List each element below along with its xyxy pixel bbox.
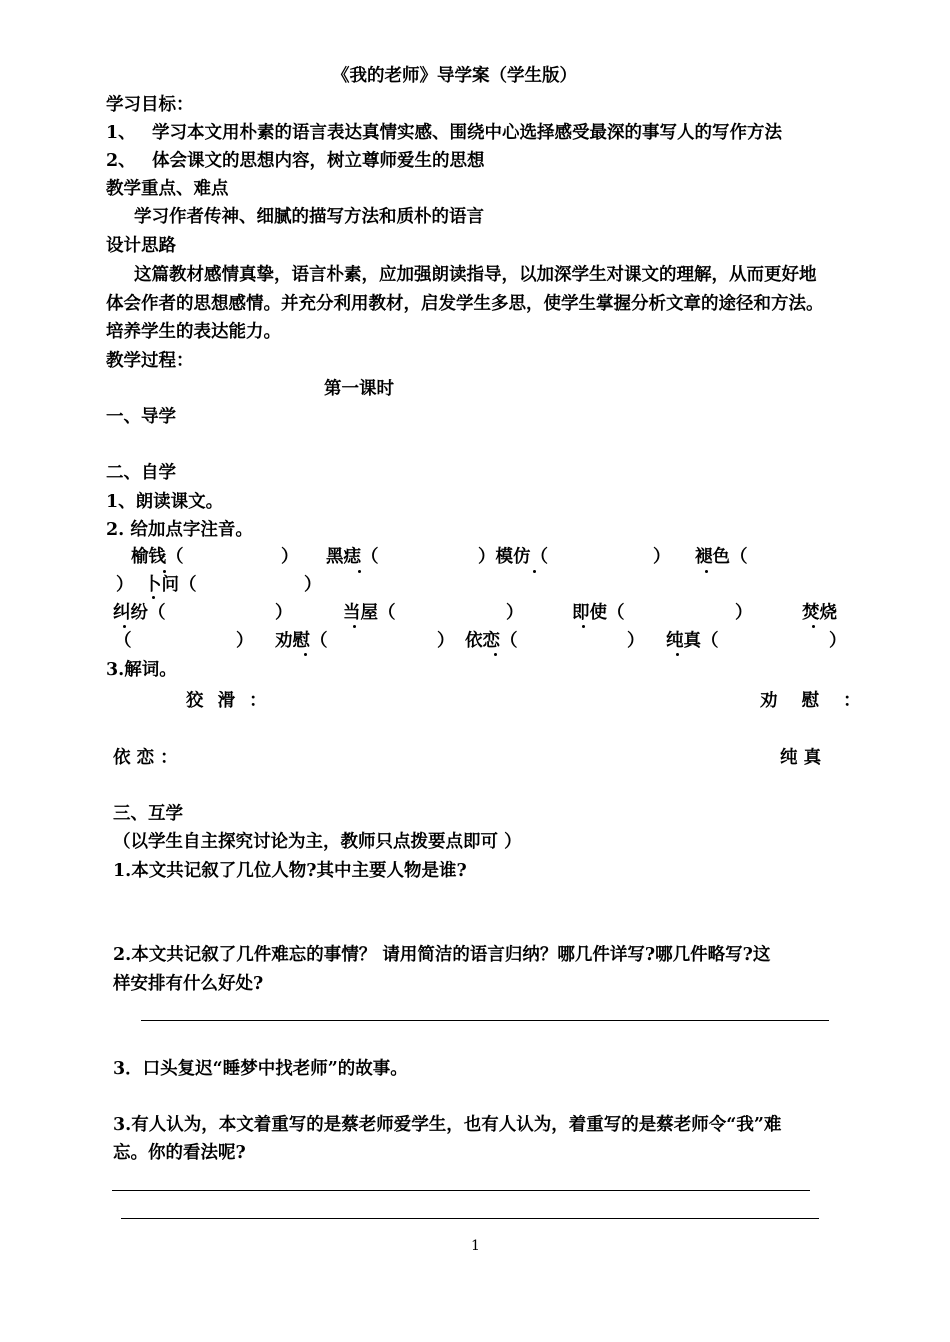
goal-2-number: 2、	[106, 151, 136, 171]
word-jishi: 即使（	[572, 603, 625, 623]
emphasis-dot	[304, 653, 307, 656]
word-yuqian: 榆钱（	[131, 547, 184, 567]
section-3-note: （以学生自主探究讨论为主，教师只点拨要点即可 ）	[113, 832, 522, 852]
paren-open: （	[114, 631, 132, 651]
read-aloud-task: 1、朗读课文。	[106, 492, 224, 512]
goal-2-text: 体会课文的思想内容，树立尊师爱生的思想	[152, 151, 485, 171]
process-heading: 教学过程：	[106, 351, 194, 371]
emphasis-dot	[152, 596, 155, 599]
paren-close: ）	[437, 631, 455, 651]
word-mofang: ）模仿（	[478, 547, 548, 567]
word-chunzhen: 纯真（	[666, 631, 719, 651]
section-1-heading: 一、导学	[106, 407, 176, 427]
answer-line	[112, 1190, 810, 1191]
word-yilian: 依恋（	[465, 631, 518, 651]
question-retell: 3．口头复迟“睡梦中找老师”的故事。	[113, 1059, 408, 1079]
paren-close: ）	[304, 575, 322, 595]
paren-close: ）	[653, 547, 671, 567]
emphasis-dot	[812, 625, 815, 628]
paren-close: ）	[506, 603, 524, 623]
question-characters: 1.本文共记叙了几位人物?其中主要人物是谁?	[113, 861, 467, 881]
page-number: 1	[471, 1238, 480, 1254]
word-heizhi: 黑痣（	[326, 547, 379, 567]
vocab-jiaohua: 狡 滑 ：	[186, 691, 267, 711]
vocab-chunzhen: 纯 真	[780, 748, 822, 768]
question-events-line-1: 2.本文共记叙了几件难忘的事情？ 请用简洁的语言归纳？哪几件详写?哪几件略写?这	[113, 945, 771, 965]
goals-heading: 学习目标：	[106, 95, 194, 115]
design-line-3: 培养学生的表达能力。	[106, 322, 281, 342]
paren-close: ）	[627, 631, 645, 651]
emphasis-dot	[123, 625, 126, 628]
question-opinion-line-2: 忘。你的看法呢?	[113, 1143, 246, 1163]
paren-close: ）	[281, 547, 299, 567]
word-buwen: 卜问（	[144, 575, 197, 595]
page-title: 《我的老师》导学案（学生版）	[332, 66, 577, 86]
design-line-1: 这篇教材感情真挚，语言朴素，应加强朗读指导，以加深学生对课文的理解，从而更好地	[134, 265, 817, 285]
word-fenshao: 焚烧	[802, 603, 837, 623]
goal-1-text: 学习本文用朴素的语言表达真情实感、围绕中心选择感受最深的事写人的写作方法	[152, 123, 782, 143]
paren-close: ）	[735, 603, 753, 623]
vocab-quanwei: 劝 慰 ：	[760, 691, 861, 711]
emphasis-dot	[494, 653, 497, 656]
pinyin-task: 2. 给加点字注音。	[106, 520, 253, 540]
section-2-heading: 二、自学	[106, 463, 176, 483]
section-3-heading: 三、互学	[113, 804, 183, 824]
key-points-heading: 教学重点、难点	[106, 179, 229, 199]
paren-close: ）	[236, 631, 254, 651]
word-tuise: 褪色（	[695, 547, 748, 567]
answer-line	[141, 1020, 829, 1021]
word-dangwu: 当屋（	[343, 603, 396, 623]
lesson-title: 第一课时	[324, 379, 394, 399]
paren-close: ）	[275, 603, 293, 623]
emphasis-dot	[676, 653, 679, 656]
word-jiufen: 纠纷（	[113, 603, 166, 623]
paren-close: ）	[829, 631, 847, 651]
key-points-text: 学习作者传神、细腻的描写方法和质朴的语言	[134, 207, 484, 227]
goal-1-number: 1、	[106, 123, 136, 143]
emphasis-dot	[582, 625, 585, 628]
word-quanwei: 劝慰（	[275, 631, 328, 651]
question-opinion-line-1: 3.有人认为，本文着重写的是蔡老师爱学生，也有人认为，着重写的是蔡老师令“我”难	[113, 1115, 782, 1135]
design-line-2: 体会作者的思想感情。并充分利用教材，启发学生多思，使学生掌握分析文章的途径和方法。	[106, 294, 824, 314]
paren-close: ）	[116, 575, 134, 595]
emphasis-dot	[358, 570, 361, 573]
emphasis-dot	[705, 570, 708, 573]
emphasis-dot	[353, 625, 356, 628]
emphasis-dot	[533, 570, 536, 573]
question-events-line-2: 样安排有什么好处?	[113, 974, 264, 994]
vocab-yilian: 依 恋 ：	[113, 748, 178, 768]
design-heading: 设计思路	[106, 236, 176, 256]
answer-line	[121, 1218, 819, 1219]
vocab-task: 3.解词。	[106, 660, 177, 680]
